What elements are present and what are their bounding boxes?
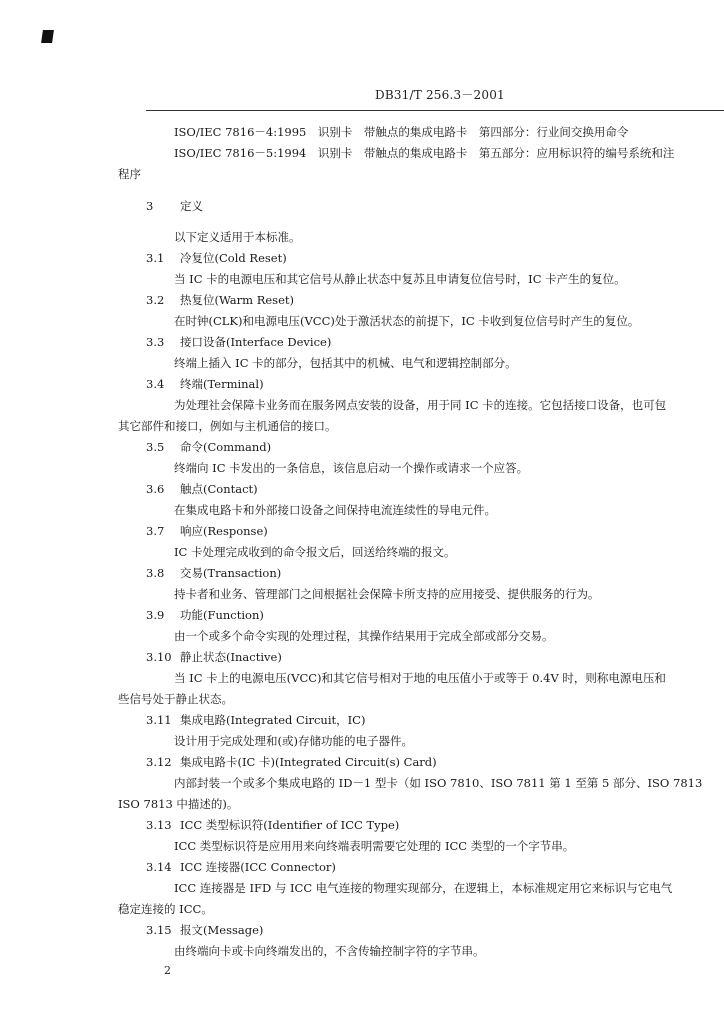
definition-number: 3.5	[146, 440, 165, 454]
standard-code: DB31/T 256.3－2001	[375, 88, 505, 102]
definition-text: 为处理社会保障卡业务而在服务网点安装的设备，用于同 IC 卡的连接。它包括接口设备，也可包	[174, 398, 667, 412]
definition-term: 功能(Function)	[180, 608, 264, 622]
definition-text: 在集成电路卡和外部接口设备之间保持电流连续性的导电元件。	[174, 503, 496, 517]
definition-text: ICC 类型标识符是应用用来向终端表明需要它处理的 ICC 类型的一个字节串。	[174, 839, 575, 853]
definition-text: 其它部件和接口，例如与主机通信的接口。	[118, 419, 337, 433]
definition-heading	[146, 292, 294, 308]
definition-heading	[146, 439, 271, 455]
definition-number: 3.14	[146, 860, 172, 874]
definition-text: 内部封装一个或多个集成电路的 ID－1 型卡（如 ISO 7810、ISO 7811 第 1 至第 5 部分、ISO 7813	[174, 776, 703, 790]
definition-text: 终端上插入 IC 卡的部分，包括其中的机械、电气和逻辑控制部分。	[174, 356, 517, 370]
definition-number: 3.13	[146, 818, 172, 832]
definition-number: 3.3	[146, 335, 165, 349]
section-title: 定义	[180, 199, 203, 213]
definition-number: 3.8	[146, 566, 165, 580]
definition-term: 集成电路卡(IC 卡)(Integrated Circuit(s) Card)	[180, 755, 437, 769]
definition-number: 3.7	[146, 524, 165, 538]
definition-term: 命令(Command)	[180, 440, 272, 454]
definition-text: IC 卡处理完成收到的命令报文后，回送给终端的报文。	[174, 545, 456, 559]
page-number: 2	[164, 964, 171, 977]
section-intro: 以下定义适用于本标准。	[174, 230, 301, 244]
definition-term: ICC 类型标识符(Identifier of ICC Type)	[180, 818, 400, 832]
definition-number: 3.12	[146, 755, 172, 769]
definition-number: 3.15	[146, 923, 172, 937]
definition-text: 由终端向卡或卡向终端发出的，不含传输控制字符的字节串。	[174, 944, 485, 958]
definition-term: ICC 连接器(ICC Connector)	[180, 860, 336, 874]
definition-number: 3.2	[146, 293, 165, 307]
definition-text: 当 IC 卡的电源电压和其它信号从静止状态中复苏且申请复位信号时，IC 卡产生的复位。	[174, 272, 626, 286]
definition-number: 3.10	[146, 650, 172, 664]
definition-term: 交易(Transaction)	[180, 566, 282, 580]
definition-term: 报文(Message)	[180, 923, 264, 937]
header-rule	[146, 110, 724, 111]
definition-text: 些信号处于静止状态。	[118, 692, 233, 706]
definition-heading	[146, 754, 437, 770]
definition-number: 3.1	[146, 251, 165, 265]
definition-term: 静止状态(Inactive)	[180, 650, 282, 664]
definition-term: 接口设备(Interface Device)	[180, 335, 332, 349]
definition-number: 3.6	[146, 482, 165, 496]
definition-text: 在时钟(CLK)和电源电压(VCC)处于激活状态的前提下，IC 卡收到复位信号时产生的复位。	[174, 314, 640, 328]
definition-heading	[146, 334, 331, 350]
definition-term: 触点(Contact)	[180, 482, 258, 496]
definition-text: 设计用于完成处理和(或)存储功能的电子器件。	[174, 734, 413, 748]
definition-text: 终端向 IC 卡发出的一条信息，该信息启动一个操作或请求一个应答。	[174, 461, 529, 475]
reference-line: ISO/IEC 7816－5:1994 识别卡 带触点的集成电路卡 第五部分：应用标识符的编号系统和注	[174, 146, 675, 160]
definition-term: 热复位(Warm Reset)	[180, 293, 295, 307]
definition-term: 终端(Terminal)	[180, 377, 264, 391]
definition-number: 3.9	[146, 608, 165, 622]
definition-heading	[146, 817, 399, 833]
definition-heading	[146, 607, 264, 623]
definition-term: 冷复位(Cold Reset)	[180, 251, 287, 265]
definition-heading	[146, 523, 268, 539]
definition-heading	[146, 376, 264, 392]
definition-heading	[146, 250, 287, 266]
definition-heading	[146, 859, 336, 875]
definition-term: 集成电路(Integrated Circuit，IC)	[180, 713, 366, 727]
reference-line: 程序	[118, 167, 141, 181]
definition-text: 由一个或多个命令实现的处理过程，其操作结果用于完成全部或部分交易。	[174, 629, 554, 643]
definition-term: 响应(Response)	[180, 524, 268, 538]
definition-heading	[146, 712, 365, 728]
definition-text: ISO 7813 中描述的)。	[118, 797, 239, 811]
definition-heading	[146, 481, 258, 497]
section-heading	[146, 198, 203, 214]
definition-heading	[146, 565, 281, 581]
definition-text: ICC 连接器是 IFD 与 ICC 电气连接的物理实现部分，在逻辑上，本标准规定用它来标识与它电气	[174, 881, 673, 895]
scan-mark	[41, 30, 54, 43]
definition-text: 当 IC 卡上的电源电压(VCC)和其它信号相对于地的电压值小于或等于 0.4V 时，则称电源电压和	[174, 671, 666, 685]
definition-heading	[146, 922, 263, 938]
reference-line: ISO/IEC 7816－4:1995 识别卡 带触点的集成电路卡 第四部分：行业间交换用命令	[174, 125, 629, 139]
definition-heading	[146, 649, 282, 665]
definition-number: 3.11	[146, 713, 172, 727]
section-number: 3	[146, 199, 154, 213]
definition-text: 稳定连接的 ICC。	[118, 902, 213, 916]
definition-number: 3.4	[146, 377, 165, 391]
definition-text: 持卡者和业务、管理部门之间根据社会保障卡所支持的应用接受、提供服务的行为。	[174, 587, 600, 601]
